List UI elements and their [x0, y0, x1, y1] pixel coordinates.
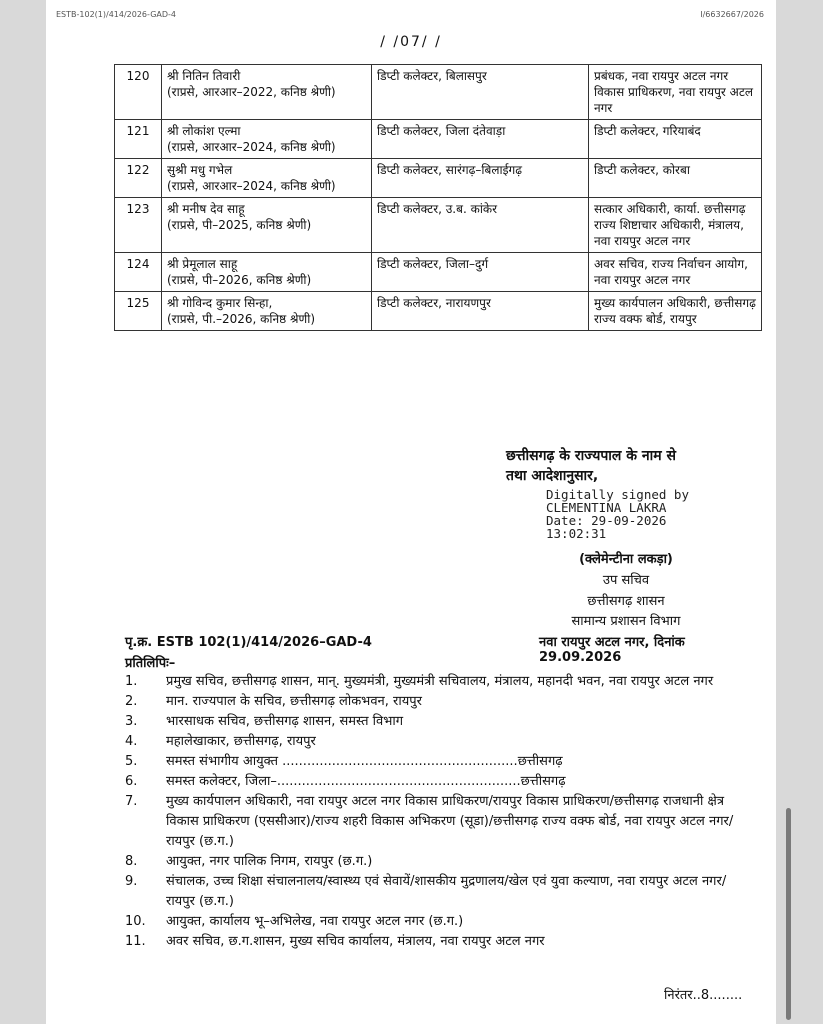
current-posting: डिप्टी कलेक्टर, उ.ब. कांकेर	[372, 198, 589, 253]
list-item	[125, 872, 745, 912]
officer-designation: उप सचिव	[602, 573, 650, 588]
serial-number: 120	[115, 65, 162, 120]
current-posting: डिप्टी कलेक्टर, जिला–दुर्ग	[372, 253, 589, 292]
officer-cell	[162, 159, 372, 198]
officer-service-detail: (राप्रसे, आरआर–2024, कनिष्ठ श्रेणी)	[167, 179, 336, 193]
officer-cell	[162, 120, 372, 159]
signature-line-1: Digitally signed by	[546, 487, 689, 502]
list-item	[125, 912, 745, 932]
officer-name-text: श्री मनीष देव साहू	[167, 202, 245, 216]
continued-marker: निरंतर..8........	[664, 988, 743, 1003]
officer-cell	[162, 198, 372, 253]
digital-signature	[546, 488, 689, 540]
officer-service-detail: (राप्रसे, पी–2025, कनिष्ठ श्रेणी)	[167, 218, 312, 232]
list-item-number: 9.	[125, 874, 138, 889]
list-item-number: 3.	[125, 714, 138, 729]
inward-reference: I/6632667/2026	[700, 10, 764, 19]
list-item-number: 6.	[125, 774, 138, 789]
list-item-number: 5.	[125, 754, 138, 769]
list-item-text: समस्त कलेक्टर, जिला–...........................................................छत्तीसगढ़	[166, 774, 566, 789]
table-row	[115, 292, 762, 331]
list-item-number: 2.	[125, 694, 138, 709]
list-item-number: 7.	[125, 794, 138, 809]
list-item-number: 8.	[125, 854, 138, 869]
officer-name-text: श्री लोकांश एल्मा	[167, 124, 241, 138]
page-number: / /07/ /	[380, 34, 442, 50]
copy-heading: प्रतिलिपिः–	[125, 656, 176, 671]
list-item-text: मुख्य कार्यपालन अधिकारी, नवा रायपुर अटल नगर विकास प्राधिकरण/रायपुर विकास प्राधिकरण/छत्तीसगढ़ राजधानी क्षेत्र विकास प्राधिकरण (एससीआर)/राज्य शहरी विकास अभिकरण (सूडा)/छत्तीसगढ़ राज्य वक्फ बोर्ड, नवा रायपुर अटल नगर/रायपुर (छ.ग.)	[166, 794, 734, 849]
scrollbar[interactable]	[786, 808, 791, 1020]
officer-name: (क्लेमेन्टीना लकड़ा)	[579, 552, 673, 567]
officer-department: सामान्य प्रशासन विभाग	[571, 614, 681, 629]
officer-cell	[162, 65, 372, 120]
list-item-text: आयुक्त, कार्यालय भू–अभिलेख, नवा रायपुर अटल नगर (छ.ग.)	[166, 914, 464, 929]
serial-number: 121	[115, 120, 162, 159]
list-item-number: 1.	[125, 674, 138, 689]
list-item	[125, 792, 745, 852]
reference-date: नवा रायपुर अटल नगर, दिनांक 29.09.2026	[539, 635, 685, 665]
list-item	[125, 852, 745, 872]
new-posting: अवर सचिव, राज्य निर्वाचन आयोग, नवा रायपुर अटल नगर	[589, 253, 762, 292]
transfer-table	[114, 64, 762, 331]
reference-number: पृ.क्र. ESTB 102(1)/414/2026–GAD-4	[125, 635, 372, 650]
new-posting: प्रबंधक, नवा रायपुर अटल नगर विकास प्राधिकरण, नवा रायपुर अटल नगर	[589, 65, 762, 120]
file-reference: ESTB-102(1)/414/2026-GAD-4	[56, 10, 177, 19]
list-item	[125, 932, 745, 952]
document-header-strip	[46, 0, 776, 18]
list-item-number: 11.	[125, 934, 146, 949]
list-item-text: समस्त संभागीय आयुक्त .........................................................छत्तीसगढ़	[166, 754, 563, 769]
copy-list	[125, 672, 745, 952]
table-row	[115, 198, 762, 253]
table-row	[115, 159, 762, 198]
table-row	[115, 253, 762, 292]
current-posting: डिप्टी कलेक्टर, बिलासपुर	[372, 65, 589, 120]
list-item-text: प्रमुख सचिव, छत्तीसगढ़ शासन, मान्. मुख्यमंत्री, मुख्यमंत्री सचिवालय, मंत्रालय, महानदी भवन, नवा रायपुर अटल नगर	[166, 674, 714, 689]
serial-number: 124	[115, 253, 162, 292]
new-posting: डिप्टी कलेक्टर, कोरबा	[589, 159, 762, 198]
officer-name-text: सुश्री मधु गभेल	[167, 163, 233, 177]
new-posting: सत्कार अधिकारी, कार्या. छत्तीसगढ़ राज्य शिष्टाचार अधिकारी, मंत्रालय, नवा रायपुर अटल नगर	[589, 198, 762, 253]
officer-cell	[162, 292, 372, 331]
signature-line-4: 13:02:31	[546, 526, 607, 541]
new-posting: डिप्टी कलेक्टर, गरियाबंद	[589, 120, 762, 159]
list-item	[125, 752, 745, 772]
officer-service-detail: (राप्रसे, पी–2026, कनिष्ठ श्रेणी)	[167, 273, 312, 287]
officer-name-text: श्री नितिन तिवारी	[167, 69, 241, 83]
list-item-text: आयुक्त, नगर पालिक निगम, रायपुर (छ.ग.)	[166, 854, 373, 869]
list-item	[125, 732, 745, 752]
list-item	[125, 772, 745, 792]
list-item-number: 4.	[125, 734, 138, 749]
current-posting: डिप्टी कलेक्टर, नारायणपुर	[372, 292, 589, 331]
signature-line-2: CLEMENTINA LAKRA	[546, 500, 667, 515]
order-line-1: छत्तीसगढ़ के राज्यपाल के नाम से	[506, 448, 676, 464]
serial-number: 123	[115, 198, 162, 253]
new-posting: मुख्य कार्यपालन अधिकारी, छत्तीसगढ़ राज्य वक्फ बोर्ड, रायपुर	[589, 292, 762, 331]
current-posting: डिप्टी कलेक्टर, सारंगढ़–बिलाईगढ़	[372, 159, 589, 198]
officer-name-text: श्री गोविन्द कुमार सिन्हा,	[167, 296, 273, 310]
table-row	[115, 65, 762, 120]
order-line-2: तथा आदेशानुसार,	[506, 468, 599, 484]
list-item	[125, 712, 745, 732]
list-item-text: महालेखाकार, छत्तीसगढ़, रायपुर	[166, 734, 316, 749]
list-item-text: भारसाधक सचिव, छत्तीसगढ़ शासन, समस्त विभाग	[166, 714, 404, 729]
list-item	[125, 672, 745, 692]
officer-cell	[162, 253, 372, 292]
list-item-text: अवर सचिव, छ.ग.शासन, मुख्य सचिव कार्यालय, मंत्रालय, नवा रायपुर अटल नगर	[166, 934, 545, 949]
list-item	[125, 692, 745, 712]
current-posting: डिप्टी कलेक्टर, जिला दंतेवाड़ा	[372, 120, 589, 159]
table-row	[115, 120, 762, 159]
list-item-number: 10.	[125, 914, 146, 929]
list-item-text: मान. राज्यपाल के सचिव, छत्तीसगढ़ लोकभवन, रायपुर	[166, 694, 422, 709]
serial-number: 122	[115, 159, 162, 198]
serial-number: 125	[115, 292, 162, 331]
document-page	[46, 0, 776, 1024]
officer-service-detail: (राप्रसे, आरआर–2022, कनिष्ठ श्रेणी)	[167, 85, 336, 99]
officer-service-detail: (राप्रसे, पी.–2026, कनिष्ठ श्रेणी)	[167, 312, 316, 326]
officer-service-detail: (राप्रसे, आरआर–2024, कनिष्ठ श्रेणी)	[167, 140, 336, 154]
officer-government: छत्तीसगढ़ शासन	[587, 594, 665, 609]
list-item-text: संचालक, उच्च शिक्षा संचालनालय/स्वास्थ्य एवं सेवायें/शासकीय मुद्रणालय/खेल एवं युवा कल्याण, नवा रायपुर अटल नगर/रायपुर (छ.ग.)	[166, 874, 727, 909]
signature-line-3: Date: 29-09-2026	[546, 513, 667, 528]
officer-name-text: श्री प्रेमूलाल साहू	[167, 257, 238, 271]
